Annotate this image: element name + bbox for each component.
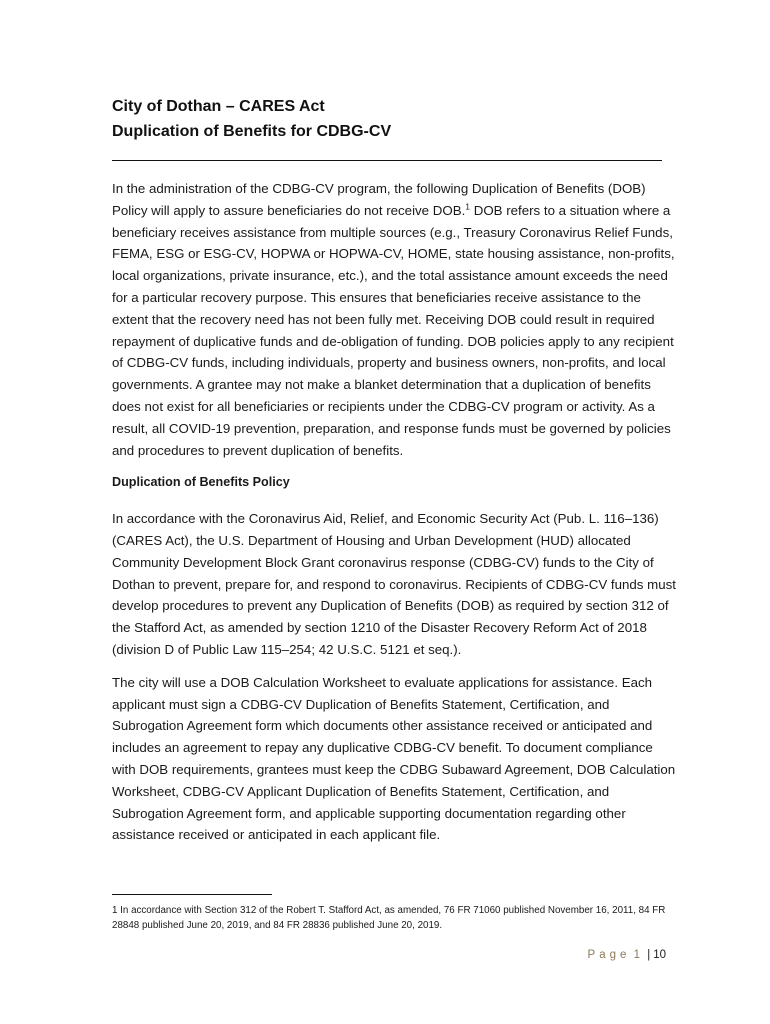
document-body [112,178,677,857]
intro-text-start: In the administration of the CDBG-CV program, the following Duplication of Benefits (DOB) Policy will apply to assure beneficiaries do not receive DOB. [112,181,646,218]
footnote-rule [112,894,272,895]
total-pages: 10 [653,949,666,961]
page-separator: | [647,949,651,961]
page-word: Page [587,949,631,961]
section-heading: Duplication of Benefits Policy [112,475,290,490]
document-header [112,94,672,144]
intro-text-end: DOB refers to a situation where a beneficiary receives assistance from multiple sources (e.g., Treasury Coronavirus Relief Funds, FEMA, ESG or ESG-CV, HOPWA or HOPWA-CV, HOME, state housing assistance, non-profits, local organizations, private insurance, etc.), and the total assistance amount exceeds the need for a particular recovery purpose. This ensures that beneficiaries receive assistance to the extent that the recovery need has not been fully met. Receiving DOB could result in required repayment of duplicative funds and de-obligation of funding. DOB policies apply to any recipient of CDBG-CV funds, including individuals, property and business owners, non-profits, and local governments. A grantee may not make a blanket determination that a duplication of benefits does not exist for all beneficiaries or recipients under the CDBG-CV program or activity. As a result, all COVID-19 prevention, preparation, and response funds must be governed by policies and procedures to prevent duplication of benefits. [112,202,675,458]
policy-paragraph: In accordance with the Coronavirus Aid, Relief, and Economic Security Act (Pub. L. 116–136) (CARES Act), the U.S. Department of Housing and Urban Development (HUD) allocated Community Development Block Grant coronavirus response (CDBG-CV) funds to the City of Dothan to prevent, prepare for, and respond to coronavirus. Recipients of CDBG-CV funds must develop procedures to prevent any Duplication of Benefits (DOB) as required by section 312 of the Stafford Act, as amended by section 1210 of the Disaster Recovery Reform Act of 2018 (division D of Public Law 115–254; 42 U.S.C. 5121 et seq.). [112,511,676,657]
header-rule [112,160,662,161]
worksheet-paragraph: The city will use a DOB Calculation Worksheet to evaluate applications for assistance. Each applicant must sign a CDBG-CV Duplication of Benefits Statement, Certification, and Subrogation Agreement form which documents other assistance received or anticipated and includes an agreement to repay any duplicative CDBG-CV benefit. To document compliance with DOB requirements, grantees must keep the CDBG Subaward Agreement, DOB Calculation Worksheet, CDBG-CV Applicant Duplication of Benefits Statement, Certification, and Subrogation Agreement form, and applicable supporting documentation regarding other assistance received or anticipated in each applicant file. [112,674,676,843]
footnote-reference: 1 [465,201,471,212]
page-number: 1 [633,949,644,961]
document-subtitle: Duplication of Benefits for CDBG-CV [112,123,392,140]
footnote: 1 In accordance with Section 312 of the Robert T. Stafford Act, as amended, 76 FR 71060 published November 16, 2011, 84 FR 28848 published June 20, 2019, and 84 FR 28836 published June 20, 2019. [112,905,666,931]
intro-paragraph [112,178,677,461]
document-title: City of Dothan – CARES Act [112,98,325,115]
page-footer [588,949,666,961]
